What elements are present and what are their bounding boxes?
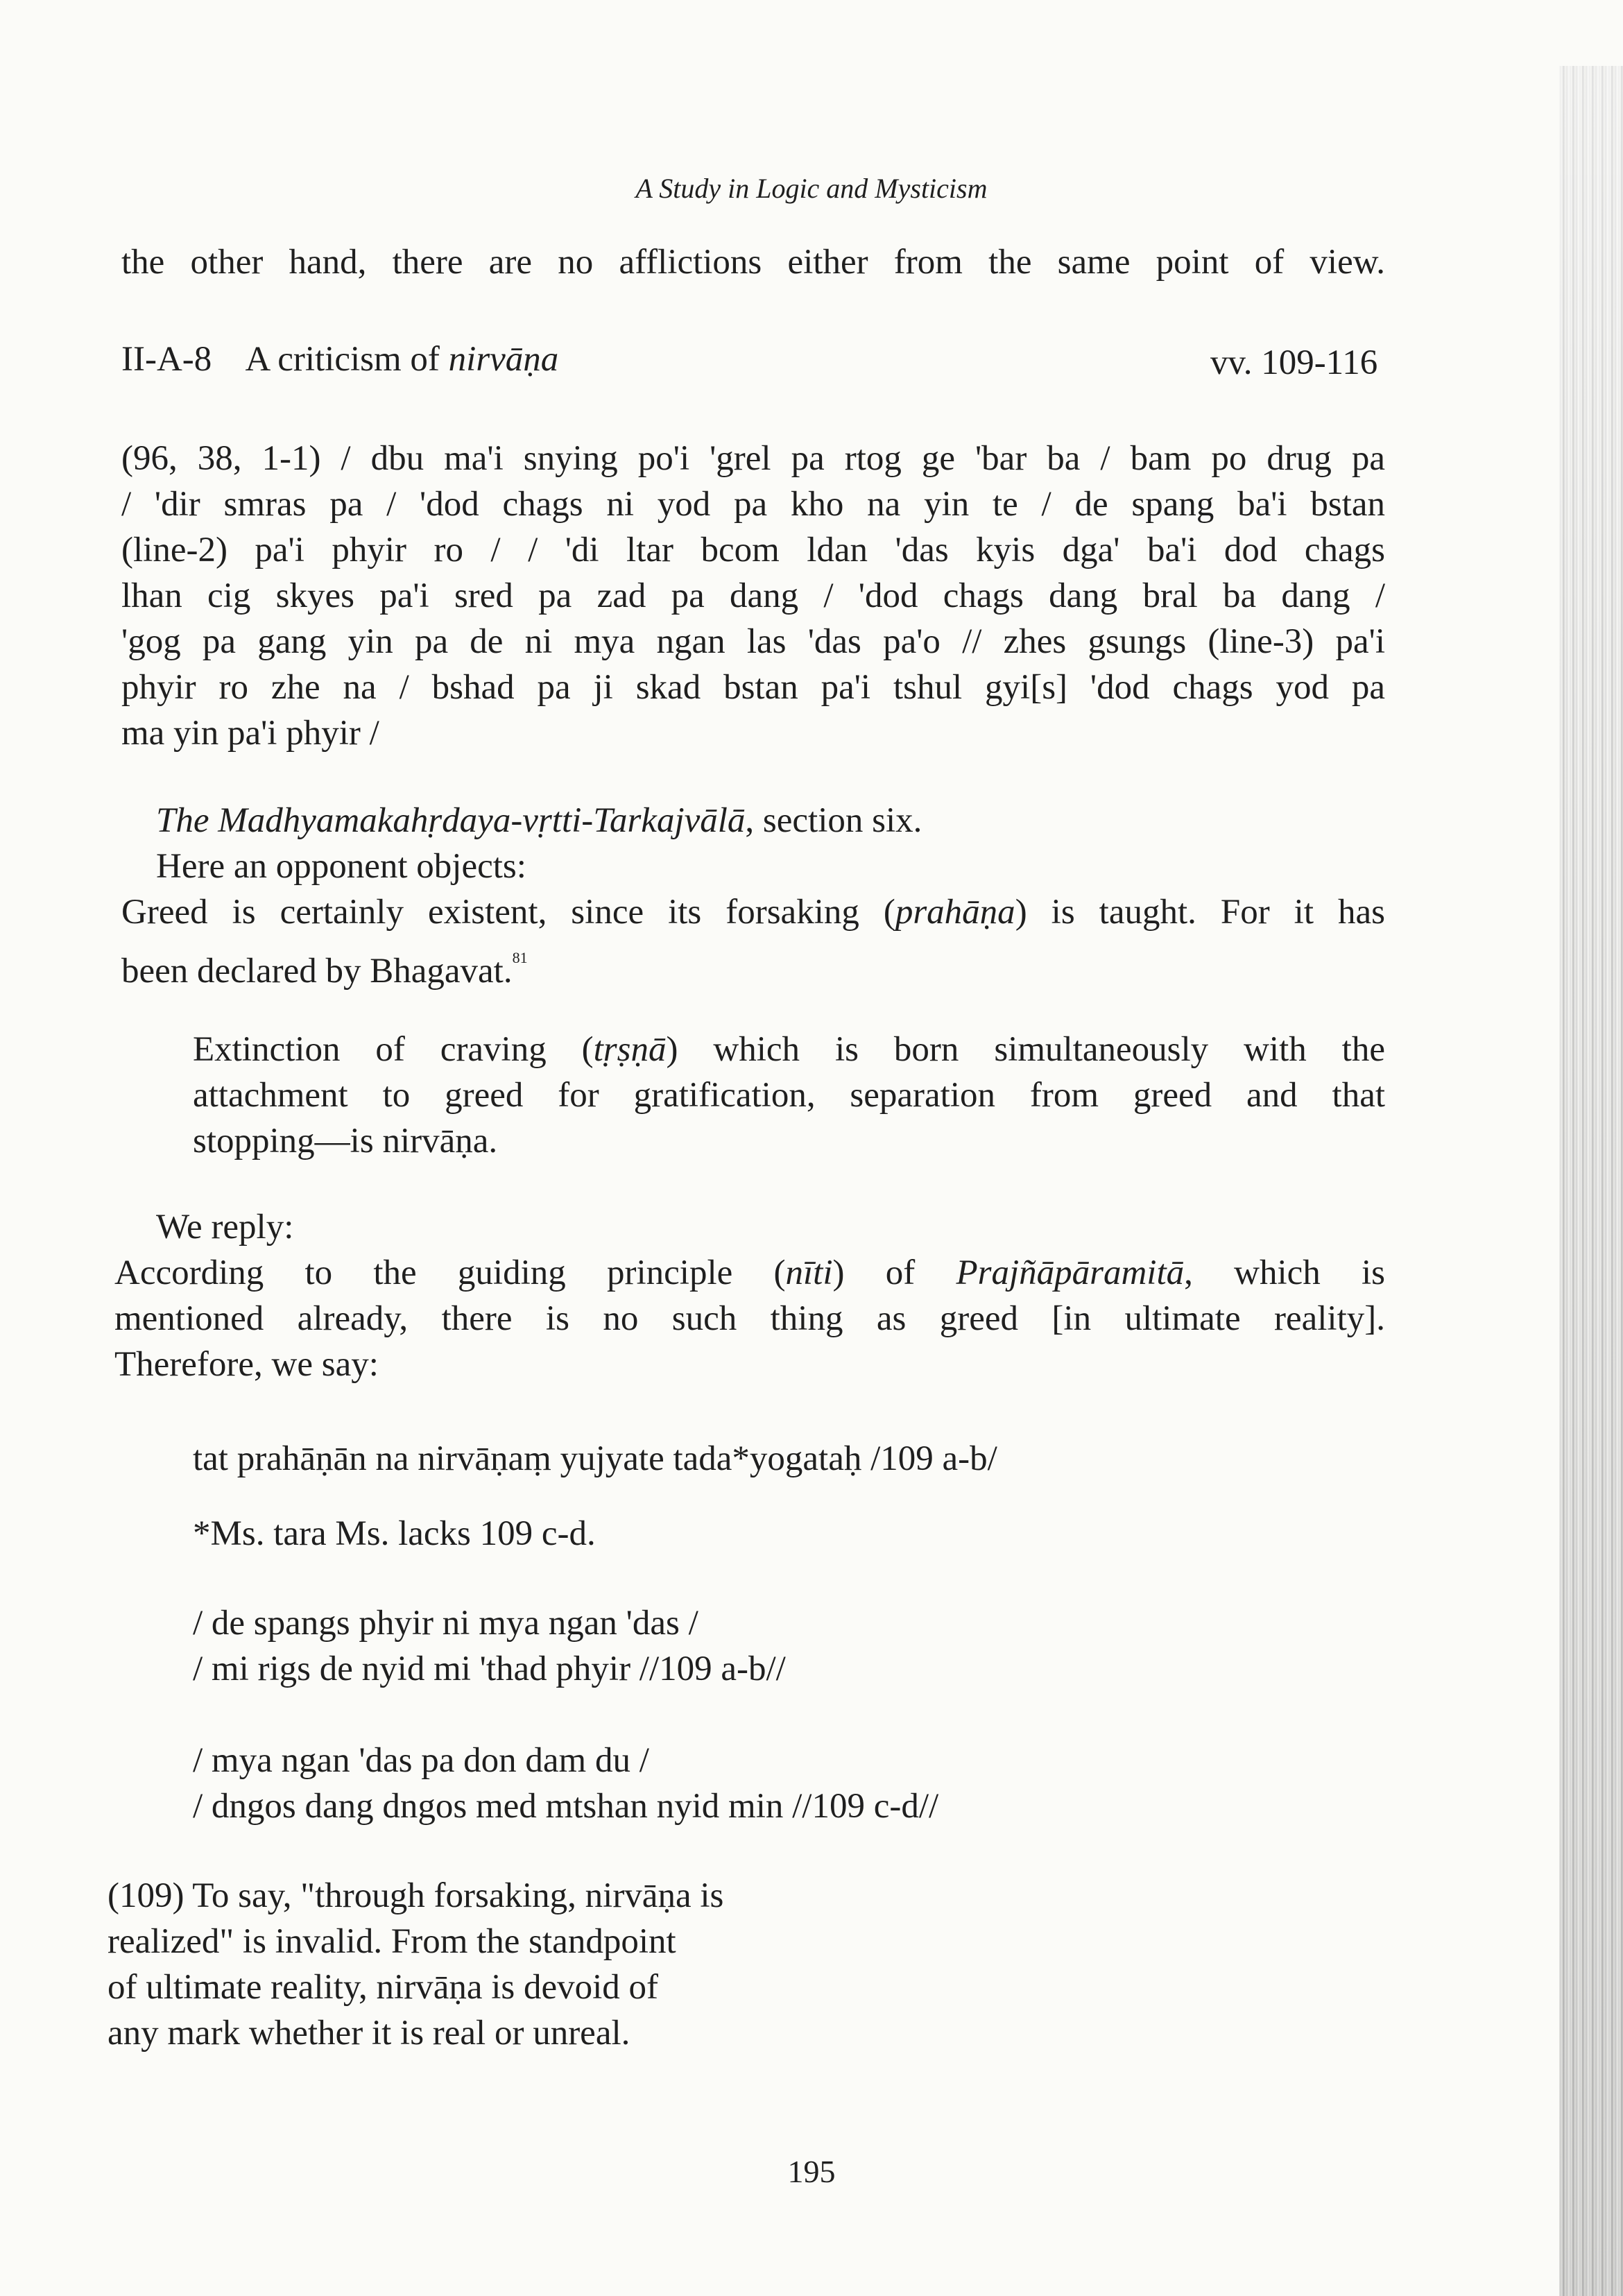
intro-line: the other hand, there are no afflictions either from the same point of view. bbox=[121, 243, 1385, 282]
translation-line: realized" is invalid. From the standpoint bbox=[108, 1922, 676, 1961]
source-title: The Madhyamakahṛdaya-vṛtti-Tarkajvālā bbox=[156, 801, 746, 840]
running-head: A Study in Logic and Mysticism bbox=[635, 173, 988, 204]
tibetan-passage-line: lhan cig skyes pa'i sred pa zad pa dang / 'dod chags dang bral ba dang / bbox=[121, 576, 1385, 615]
reply-line: According to the guiding principle (nīti) of Prajñāpāramitā, which is bbox=[114, 1253, 1385, 1292]
quote-line: stopping—is nirvāṇa. bbox=[193, 1122, 498, 1160]
translation-line: of ultimate reality, nirvāṇa is devoid of bbox=[108, 1968, 659, 2007]
reply-intro: We reply: bbox=[156, 1208, 294, 1246]
tibetan-passage-line: ma yin pa'i phyir / bbox=[121, 714, 379, 753]
quote-line: Extinction of craving (tṛṣṇā) which is born simultaneously with the bbox=[193, 1030, 1385, 1069]
sanskrit-note: *Ms. tara Ms. lacks 109 c-d. bbox=[193, 1514, 596, 1553]
section-title-prefix: A criticism of bbox=[245, 340, 440, 379]
term-prajnaparamita: Prajñāpāramitā bbox=[956, 1253, 1185, 1292]
term-prahana: prahāṇa bbox=[895, 893, 1015, 932]
tibetan-passage-line: 'gog pa gang yin pa de ni mya ngan las 'das pa'o // zhes gsungs (line-3) pa'i bbox=[121, 622, 1385, 661]
page-number: 195 bbox=[787, 2154, 836, 2189]
binding-edge bbox=[1559, 66, 1623, 2296]
term-trsna: tṛṣṇā bbox=[593, 1030, 667, 1069]
quote-line: attachment to greed for gratification, separation from greed and that bbox=[193, 1076, 1385, 1115]
tibetan-passage-line: (96, 38, 1-1) / dbu ma'i snying po'i 'grel pa rtog ge 'bar ba / bam po drug pa bbox=[121, 439, 1385, 478]
tibetan-passage-line: (line-2) pa'i phyir ro / / 'di ltar bcom ldan 'das kyis dga' ba'i dod chags bbox=[121, 531, 1385, 569]
tibetan-passage-line: phyir ro zhe na / bshad pa ji skad bstan pa'i tshul gyi[s] 'dod chags yod pa bbox=[121, 668, 1385, 707]
tibetan-passage-line: / 'dir smras pa / 'dod chags ni yod pa kho na yin te / de spang ba'i bstan bbox=[121, 485, 1385, 524]
section-verses: vv. 109-116 bbox=[1210, 343, 1378, 382]
reply-line: Therefore, we say: bbox=[114, 1345, 379, 1384]
translation-line: (109) To say, "through forsaking, nirvāṇa is bbox=[108, 1876, 724, 1915]
section-title-term: nirvāṇa bbox=[448, 340, 559, 379]
tibetan-verse-line: / de spangs phyir ni mya ngan 'das / bbox=[193, 1604, 698, 1643]
tibetan-verse-line: / mya ngan 'das pa don dam du / bbox=[193, 1741, 649, 1780]
opponent-line: Greed is certainly existent, since its forsaking (prahāṇa) is taught. For it has bbox=[121, 893, 1385, 932]
opponent-line: been declared by Bhagavat.$^{81}$ bbox=[121, 949, 528, 991]
source-citation bbox=[156, 798, 922, 843]
reply-line: mentioned already, there is no such thing as greed [in ultimate reality]. bbox=[114, 1299, 1385, 1338]
footnote-ref: 81 bbox=[512, 949, 528, 966]
translation-line: any mark whether it is real or unreal. bbox=[108, 2014, 630, 2053]
section-number: II-A-8 bbox=[121, 340, 212, 379]
tibetan-verse-line: / mi rigs de nyid mi 'thad phyir //109 a-b// bbox=[193, 1650, 786, 1688]
source-section: , section six. bbox=[745, 801, 922, 840]
tibetan-verse-line: / dngos dang dngos med mtshan nyid min //109 c-d// bbox=[193, 1787, 939, 1826]
sanskrit-verse: tat prahāṇān na nirvāṇaṃ yujyate tada*yogataḥ /109 a-b/ bbox=[193, 1439, 997, 1478]
term-niti: nīti bbox=[785, 1253, 833, 1292]
opponent-intro: Here an opponent objects: bbox=[156, 847, 526, 886]
